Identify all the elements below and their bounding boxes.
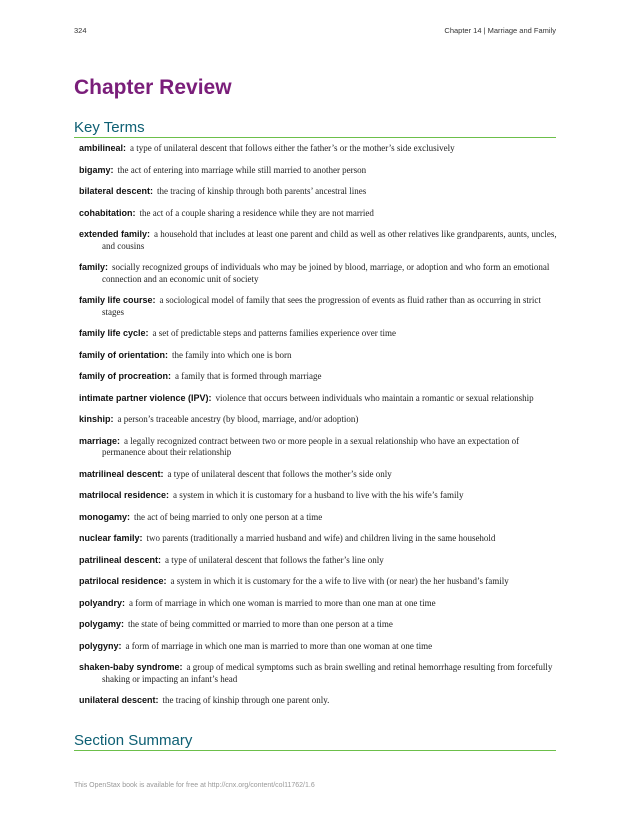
key-term-word: bilateral descent:	[79, 186, 154, 196]
key-term-entry	[79, 533, 557, 545]
key-term-word: polygyny:	[79, 640, 122, 651]
key-term-entry	[79, 371, 557, 383]
key-term-entry	[79, 229, 557, 252]
key-term-word: family of procreation:	[79, 371, 172, 381]
key-term-entry	[79, 598, 557, 610]
key-term-word: family life course:	[79, 295, 156, 305]
key-term-word: nuclear family:	[79, 533, 143, 543]
key-term-word: polyandry:	[79, 597, 126, 608]
key-term-word: unilateral descent:	[79, 695, 159, 705]
page-header	[74, 26, 556, 35]
key-term-definition: a family that is formed through marriage	[175, 371, 322, 381]
key-term-word: matrilineal descent:	[79, 468, 164, 479]
key-term-word: kinship:	[79, 414, 114, 424]
key-term-entry	[79, 469, 557, 481]
key-term-definition: a form of marriage in which one man is married to more than one woman at one time	[125, 640, 433, 651]
key-term-definition: a sociological model of family that sees the progression of events as fluid rather than as occurring in strict stages	[102, 295, 541, 317]
key-term-definition: the family into which one is born	[172, 349, 292, 360]
key-term-definition: the act of being married to only one person at a time	[134, 511, 323, 522]
key-term-definition: socially recognized groups of individuals who may be joined by blood, marriage, or adoption and who form an emotional connection and an economic unit of society	[102, 262, 550, 284]
key-terms-list	[79, 143, 557, 717]
key-term-definition: the state of being committed or married to more than one person at a time	[128, 619, 393, 629]
key-term-definition: a group of medical symptoms such as brain swelling and retinal hemorrhage resulting from forcefully shaking or impacting an infant’s head	[102, 662, 553, 684]
key-term-word: family:	[79, 262, 109, 272]
key-term-definition: a person’s traceable ancestry (by blood, marriage, and/or adoption)	[117, 414, 359, 424]
key-term-word: ambilineal:	[79, 143, 127, 153]
key-term-entry	[79, 576, 557, 588]
key-term-word: patrilocal residence:	[79, 576, 167, 586]
key-term-word: shaken-baby syndrome:	[79, 662, 183, 672]
key-term-entry	[79, 393, 557, 405]
page-footer: This OpenStax book is available for free at http://cnx.org/content/col11762/1.6	[74, 782, 315, 789]
key-term-entry	[79, 208, 557, 220]
key-term-entry	[79, 490, 557, 502]
key-term-word: matrilocal residence:	[79, 490, 170, 500]
key-term-entry	[79, 619, 557, 631]
key-term-word: family life cycle:	[79, 328, 149, 338]
section-summary-heading: Section Summary	[74, 732, 556, 751]
key-term-definition: a type of unilateral descent that follows either the father’s or the mother’s side exclusively	[130, 143, 455, 153]
key-term-word: cohabitation:	[79, 207, 136, 218]
key-term-definition: two parents (traditionally a married husband and wife) and children living in the same household	[146, 533, 496, 543]
key-term-word: monogamy:	[79, 511, 131, 522]
key-term-definition: a form of marriage in which one woman is married to more than one man at one time	[129, 597, 436, 608]
chapter-title: Chapter Review	[74, 76, 232, 99]
key-term-definition: a legally recognized contract between two or more people in a sexual relationship who have an expectation of permanence about their relationship	[102, 435, 520, 457]
key-term-definition: the tracing of kinship through one parent only.	[162, 695, 330, 705]
key-term-entry	[79, 295, 557, 318]
key-term-word: bigamy:	[79, 164, 114, 175]
key-term-word: intimate partner violence (IPV):	[79, 392, 212, 403]
key-term-entry	[79, 143, 557, 155]
running-title: Chapter 14 | Marriage and Family	[444, 26, 556, 35]
key-term-entry	[79, 555, 557, 567]
page-number: 324	[74, 26, 87, 35]
key-term-definition: the act of a couple sharing a residence while they are not married	[139, 207, 374, 218]
key-term-definition: a system in which it is customary for a husband to live with the his wife’s family	[173, 490, 464, 500]
key-term-entry	[79, 186, 557, 198]
key-term-entry	[79, 695, 557, 707]
key-term-entry	[79, 350, 557, 362]
key-term-entry	[79, 328, 557, 340]
key-term-word: marriage:	[79, 435, 121, 446]
key-term-definition: a type of unilateral descent that follows the father’s line only	[165, 554, 384, 565]
key-term-definition: a household that includes at least one parent and child as well as other relatives like grandparents, aunts, uncles, and cousins	[102, 229, 557, 251]
key-term-word: family of orientation:	[79, 349, 169, 360]
key-term-definition: the act of entering into marriage while still married to another person	[117, 164, 367, 175]
key-term-definition: violence that occurs between individuals who maintain a romantic or sexual relationship	[215, 392, 534, 403]
key-term-entry	[79, 262, 557, 285]
key-term-entry	[79, 641, 557, 653]
key-term-definition: the tracing of kinship through both parents’ ancestral lines	[157, 186, 367, 196]
key-term-definition: a set of predictable steps and patterns families experience over time	[152, 328, 396, 338]
key-term-word: extended family:	[79, 229, 151, 239]
key-term-definition: a type of unilateral descent that follows the mother’s side only	[167, 468, 392, 479]
key-term-entry	[79, 512, 557, 524]
key-term-entry	[79, 662, 557, 685]
key-term-entry	[79, 414, 557, 426]
key-terms-heading: Key Terms	[74, 119, 556, 138]
key-term-word: patrilineal descent:	[79, 554, 162, 565]
key-term-entry	[79, 436, 557, 459]
key-term-word: polygamy:	[79, 619, 125, 629]
key-term-entry	[79, 165, 557, 177]
key-term-definition: a system in which it is customary for the a wife to live with (or near) the her husband’s family	[170, 576, 509, 586]
